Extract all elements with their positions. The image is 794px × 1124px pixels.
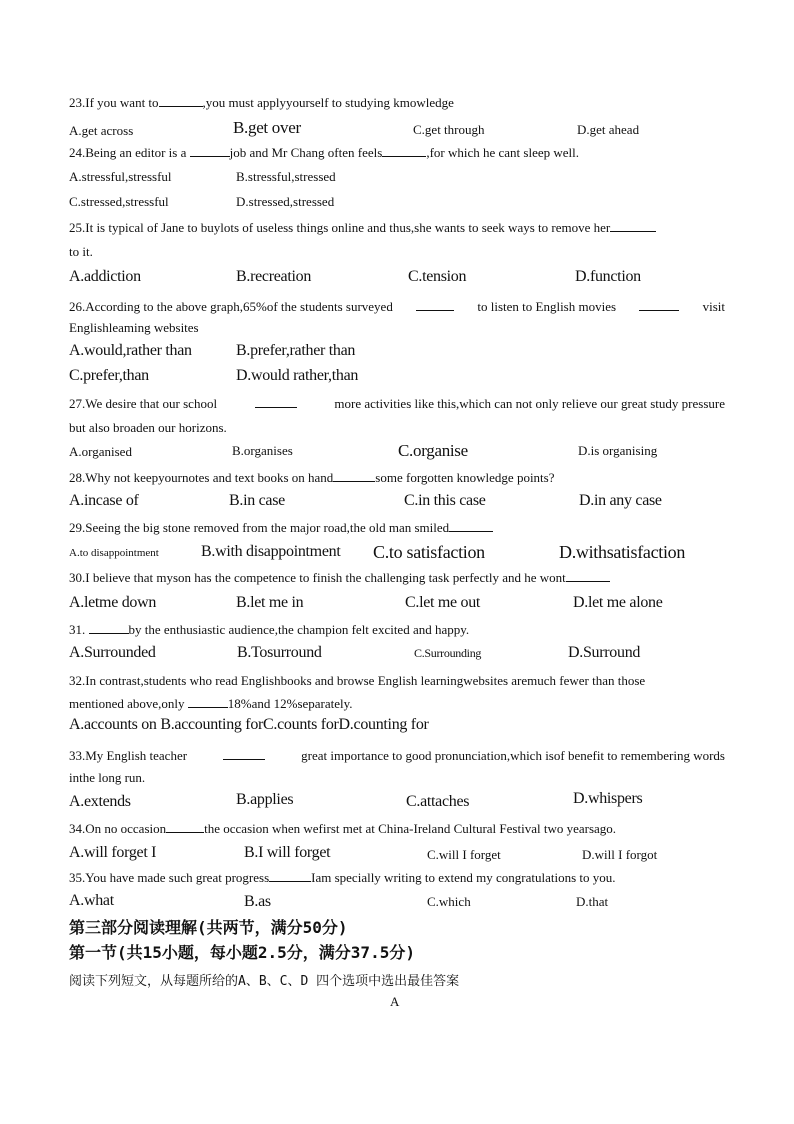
passage-label: A xyxy=(390,994,400,1009)
answer-blank xyxy=(255,396,297,408)
q25-option-c: C.tension xyxy=(408,268,467,285)
q29-option-d: D.withsatisfaction xyxy=(559,542,686,562)
q25-option-a: A.addiction xyxy=(69,268,141,285)
q29-option-a: A.to disappointment xyxy=(69,547,159,559)
q33-option-a: A.extends xyxy=(69,793,131,810)
answer-blank xyxy=(566,570,610,582)
question-34-stem: 34.On no occasion the occasion when wefirst met at China-Ireland Cultural Festival two yearsago. xyxy=(69,821,617,836)
question-30-stem: 30.I believe that myson has the competence to finish the challenging task perfectly and he wont xyxy=(69,570,610,586)
q26-option-d: D.would rather,than xyxy=(236,367,359,384)
q27-option-d: D.is organising xyxy=(578,443,658,458)
q34-option-d: D.will I forgot xyxy=(582,847,658,862)
answer-blank xyxy=(159,95,203,107)
question-33-stem: 33.My English teacher great importance to good pronunciation,which isof benefit to remembering words xyxy=(69,748,725,763)
question-27-stem-cont: but also broaden our horizons. xyxy=(69,420,227,435)
question-28-stem: 28.Why not keepyournotes and text books on hand some forgotten knowledge points? xyxy=(69,470,555,485)
q34-option-a: A.will forget I xyxy=(69,844,157,861)
q31-option-c: C.Surrounding xyxy=(414,646,482,660)
answer-blank xyxy=(89,622,129,634)
answer-blank xyxy=(269,870,311,882)
q24-option-d: D.stressed,stressed xyxy=(236,194,335,209)
answer-blank xyxy=(449,520,493,532)
q35-option-a: A.what xyxy=(69,892,114,909)
question-32-stem-cont: mentioned above,only 18%and 12%separately. xyxy=(69,696,353,711)
subsection-title: 第一节(共15小题，每小题2.5分，满分37.5分) xyxy=(69,943,415,962)
q28-option-c: C.in this case xyxy=(404,492,486,509)
q33-option-d: D.whispers xyxy=(573,790,643,807)
answer-blank xyxy=(166,821,204,833)
answer-blank xyxy=(610,220,656,232)
answer-blank xyxy=(639,299,679,311)
q26-option-a: A.would,rather than xyxy=(69,342,192,359)
q26-option-c: C.prefer,than xyxy=(69,367,149,384)
answer-blank xyxy=(223,748,265,760)
q33-option-b: B.applies xyxy=(236,791,294,808)
answer-blank xyxy=(188,696,228,708)
q32-options-line: A.accounts on B.accounting forC.counts forD.counting for xyxy=(69,716,429,733)
question-23-stem: 23.If you want to ,you must applyyourself to studying kmowledge xyxy=(69,95,454,110)
q33-option-c: C.attaches xyxy=(406,793,470,810)
answer-blank xyxy=(382,145,426,157)
question-26-stem: 26.According to the above graph,65%of the students surveyed to listen to English movies visit xyxy=(69,299,725,314)
q30-option-b: B.let me in xyxy=(236,594,304,611)
q35-option-b: B.as xyxy=(244,893,271,910)
section-instruction: 阅读下列短文，从每题所给的A、B、C、D 四个选项中选出最佳答案 xyxy=(69,974,460,989)
question-32-stem: 32.In contrast,students who read Englishbooks and browse English learningwebsites aremuch fewer than those xyxy=(69,673,646,688)
q34-option-c: C.will I forget xyxy=(427,847,501,862)
q24-option-c: C.stressed,stressful xyxy=(69,194,169,209)
q23-option-b: B.get over xyxy=(233,118,301,137)
q23-option-d: D.get ahead xyxy=(577,122,640,137)
q30-option-a: A.letme down xyxy=(69,594,157,611)
q28-option-d: D.in any case xyxy=(579,492,662,509)
q24-option-a: A.stressful,stressful xyxy=(69,169,172,184)
answer-blank xyxy=(416,299,454,311)
question-25-stem-cont: to it. xyxy=(69,244,93,259)
q25-option-d: D.function xyxy=(575,268,641,285)
question-27-stem: 27.We desire that our school more activities like this,which can not only relieve our great study pressure xyxy=(69,396,725,411)
q29-option-b: B.with disappointment xyxy=(201,543,341,560)
question-35-stem: 35.You have made such great progress Iam specially writing to extend my congratulations to you. xyxy=(69,870,616,885)
question-33-stem-cont: inthe long run. xyxy=(69,770,146,785)
q26-option-b: B.prefer,rather than xyxy=(236,342,356,359)
question-25-stem: 25.It is typical of Jane to buylots of useless things online and thus,she wants to seek ways to remove her xyxy=(69,220,656,236)
q23-option-a: A.get across xyxy=(69,123,134,138)
q34-option-b: B.I will forget xyxy=(244,844,331,861)
q31-option-a: A.Surrounded xyxy=(69,644,156,661)
q30-option-c: C.let me out xyxy=(405,594,481,611)
q28-option-b: B.in case xyxy=(229,492,285,509)
q30-option-d: D.let me alone xyxy=(573,594,663,611)
q31-option-d: D.Surround xyxy=(568,644,641,661)
question-26-stem-cont: Englishleaming websites xyxy=(69,320,199,335)
q23-option-c: C.get through xyxy=(413,122,485,137)
q24-option-b: B.stressful,stressed xyxy=(236,169,336,184)
q27-option-b: B.organises xyxy=(232,443,293,458)
answer-blank xyxy=(333,470,375,482)
q27-option-a: A.organised xyxy=(69,444,132,459)
answer-blank xyxy=(190,145,230,157)
q29-option-c: C.to satisfaction xyxy=(373,542,485,562)
q27-option-c: C.organise xyxy=(398,441,468,460)
q31-option-b: B.Tosurround xyxy=(237,644,322,661)
q35-option-d: D.that xyxy=(576,894,609,909)
part-title: 第三部分阅读理解(共两节，满分50分) xyxy=(69,918,348,937)
question-29-stem: 29.Seeing the big stone removed from the major road,the old man smiled xyxy=(69,520,493,536)
q35-option-c: C.which xyxy=(427,894,471,909)
q25-option-b: B.recreation xyxy=(236,268,312,285)
question-31-stem: 31. by the enthusiastic audience,the champion felt excited and happy. xyxy=(69,622,470,637)
question-24-stem: 24.Being an editor is a job and Mr Chang often feels ,for which he cant sleep well. xyxy=(69,145,580,160)
q28-option-a: A.incase of xyxy=(69,492,139,509)
